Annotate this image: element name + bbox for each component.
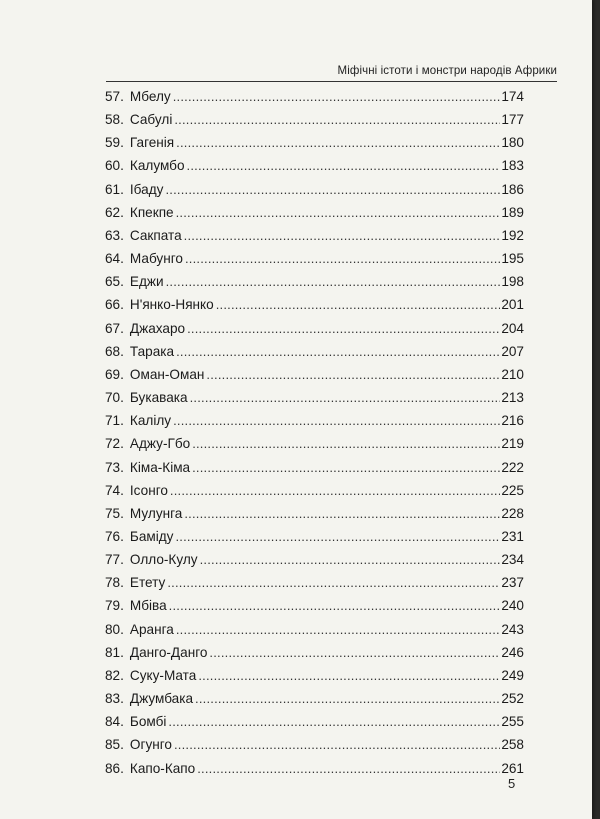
toc-dot-leader bbox=[176, 344, 500, 359]
toc-entry-title: Калілу bbox=[129, 413, 172, 429]
toc-dot-leader bbox=[176, 135, 500, 150]
toc-entry-number: 62. bbox=[105, 204, 124, 220]
toc-entry bbox=[105, 691, 524, 714]
toc-entry bbox=[105, 598, 524, 621]
toc-dot-leader bbox=[197, 761, 500, 776]
toc-dot-leader bbox=[209, 645, 500, 660]
toc-entry-number: 67. bbox=[105, 320, 124, 336]
toc-entry-number: 72. bbox=[105, 436, 124, 452]
toc-entry-title: Олло-Кулу bbox=[129, 552, 198, 568]
toc-entry bbox=[105, 436, 524, 459]
toc-entry-page: 201 bbox=[501, 297, 524, 313]
toc-entry-title: Аранга bbox=[129, 621, 174, 637]
toc-dot-leader bbox=[167, 575, 500, 590]
toc-entry-title: Н'янко-Нянко bbox=[129, 297, 214, 313]
toc-entry-title: Кіма-Кіма bbox=[129, 459, 191, 475]
toc-entry-title: Аджу-Гбо bbox=[129, 436, 191, 452]
toc-entry bbox=[105, 297, 524, 320]
toc-entry bbox=[105, 344, 524, 367]
toc-dot-leader bbox=[187, 321, 500, 336]
toc-entry bbox=[105, 413, 524, 436]
toc-entry-title: Сакпата bbox=[129, 227, 182, 243]
toc-entry-title: Мбелу bbox=[129, 89, 171, 104]
toc-entry-title: Ібаду bbox=[129, 181, 164, 197]
toc-entry-number: 75. bbox=[105, 505, 124, 521]
toc-dot-leader bbox=[200, 552, 501, 567]
toc-entry-title: Мабунго bbox=[129, 251, 183, 267]
toc-entry-number: 60. bbox=[105, 158, 124, 174]
toc-entry-number: 81. bbox=[105, 644, 124, 660]
toc-entry bbox=[105, 182, 524, 205]
toc-entry-page: 219 bbox=[501, 436, 524, 452]
toc-entry-number: 78. bbox=[105, 575, 124, 591]
toc-entry bbox=[105, 483, 524, 506]
toc-entry-title: Джахаро bbox=[129, 320, 186, 336]
toc-entry-page: 204 bbox=[501, 320, 524, 336]
toc-entry-number: 69. bbox=[105, 366, 124, 382]
toc-entry-page: 177 bbox=[501, 112, 524, 128]
toc-entry bbox=[105, 89, 524, 112]
toc-entry bbox=[105, 552, 524, 575]
toc-entry-page: 249 bbox=[501, 667, 524, 683]
toc-entry-page: 216 bbox=[501, 413, 524, 429]
toc-entry-page: 261 bbox=[501, 760, 524, 776]
toc-entry-number: 76. bbox=[105, 528, 124, 544]
toc-entry-page: 174 bbox=[501, 89, 524, 104]
toc-entry-page: 210 bbox=[501, 366, 524, 382]
toc-entry-title: Капо-Капо bbox=[129, 760, 196, 776]
toc-entry-number: 68. bbox=[105, 343, 124, 359]
toc-entry-page: 258 bbox=[501, 737, 524, 753]
toc-entry-page: 246 bbox=[501, 644, 524, 660]
toc-entry-page: 189 bbox=[501, 204, 524, 220]
toc-dot-leader bbox=[170, 483, 500, 498]
toc-entry bbox=[105, 622, 524, 645]
toc-entry-title: Суку-Мата bbox=[129, 667, 197, 683]
toc-entry bbox=[105, 321, 524, 344]
toc-entry-page: 243 bbox=[501, 621, 524, 637]
toc-entry-page: 213 bbox=[501, 390, 524, 406]
toc-entry bbox=[105, 112, 524, 135]
toc-entry-page: 240 bbox=[501, 598, 524, 614]
toc-entry-number: 70. bbox=[105, 390, 124, 406]
toc-entry-page: 195 bbox=[501, 251, 524, 267]
toc-entry-number: 59. bbox=[105, 135, 124, 151]
toc-entry-number: 82. bbox=[105, 667, 124, 683]
toc-entry-title: Мбіва bbox=[129, 598, 167, 614]
toc-dot-leader bbox=[166, 274, 501, 289]
toc-entry-page: 231 bbox=[501, 528, 524, 544]
toc-entry bbox=[105, 645, 524, 668]
toc-entry-page: 228 bbox=[501, 505, 524, 521]
toc-entry-title: Бомбі bbox=[129, 714, 167, 730]
toc-entry-title: Гагенія bbox=[129, 135, 175, 151]
toc-dot-leader bbox=[169, 598, 501, 613]
toc-dot-leader bbox=[190, 390, 501, 405]
toc-entry bbox=[105, 367, 524, 390]
toc-entry-number: 66. bbox=[105, 297, 124, 313]
toc-entry-page: 234 bbox=[501, 552, 524, 568]
toc-entry-number: 84. bbox=[105, 714, 124, 730]
toc-dot-leader bbox=[216, 297, 501, 312]
toc-entry-number: 73. bbox=[105, 459, 124, 475]
toc-entry-number: 85. bbox=[105, 737, 124, 753]
toc-entry bbox=[105, 390, 524, 413]
toc-dot-leader bbox=[173, 413, 500, 428]
toc-entry bbox=[105, 714, 524, 737]
toc-entry bbox=[105, 158, 524, 181]
toc-entry bbox=[105, 529, 524, 552]
toc-entry-number: 83. bbox=[105, 691, 124, 707]
toc-dot-leader bbox=[185, 251, 500, 266]
toc-entry-title: Данго-Данго bbox=[129, 644, 208, 660]
toc-entry-page: 180 bbox=[501, 135, 524, 151]
toc-entry-number: 65. bbox=[105, 274, 124, 290]
toc-dot-leader bbox=[184, 506, 500, 521]
toc-entry-number: 71. bbox=[105, 413, 124, 429]
toc-dot-leader bbox=[173, 89, 501, 104]
toc-entry bbox=[105, 251, 524, 274]
toc-entry-title: Оман-Оман bbox=[129, 366, 205, 382]
toc-entry-title: Букавака bbox=[129, 390, 188, 406]
toc-entry-page: 192 bbox=[501, 227, 524, 243]
toc-dot-leader bbox=[187, 158, 501, 173]
toc-entry-title: Баміду bbox=[129, 528, 174, 544]
toc-entry-number: 77. bbox=[105, 552, 124, 568]
toc-entry-number: 58. bbox=[105, 112, 124, 128]
toc-entry-page: 252 bbox=[501, 691, 524, 707]
toc-dot-leader bbox=[165, 182, 500, 197]
toc-entry bbox=[105, 575, 524, 598]
toc-dot-leader bbox=[184, 228, 501, 243]
toc-dot-leader bbox=[175, 529, 500, 544]
toc-entry-page: 225 bbox=[501, 482, 524, 498]
toc-entry-title: Огунго bbox=[129, 737, 172, 753]
toc-entry-number: 86. bbox=[105, 760, 124, 776]
toc-dot-leader bbox=[192, 460, 500, 475]
toc-entry-title: Кпекпе bbox=[129, 204, 174, 220]
toc-entry-page: 222 bbox=[501, 459, 524, 475]
toc-entry bbox=[105, 737, 524, 760]
toc-dot-leader bbox=[195, 691, 500, 706]
toc-entry-title: Сабулі bbox=[129, 112, 173, 128]
toc-entry-page: 207 bbox=[501, 343, 524, 359]
toc-entry-number: 64. bbox=[105, 251, 124, 267]
toc-entry bbox=[105, 460, 524, 483]
toc-entry-page: 183 bbox=[501, 158, 524, 174]
table-of-contents bbox=[105, 89, 524, 784]
toc-dot-leader bbox=[176, 622, 500, 637]
toc-entry bbox=[105, 205, 524, 228]
toc-entry-number: 61. bbox=[105, 181, 124, 197]
toc-entry bbox=[105, 228, 524, 251]
toc-dot-leader bbox=[168, 714, 500, 729]
toc-entry-title: Еджи bbox=[129, 274, 164, 290]
toc-entry-page: 198 bbox=[501, 274, 524, 290]
toc-entry-page: 186 bbox=[501, 181, 524, 197]
toc-dot-leader bbox=[176, 205, 501, 220]
running-title: Міфічні істоти і монстри народів Африки bbox=[337, 65, 557, 77]
toc-entry bbox=[105, 135, 524, 158]
toc-entry-title: Ісонго bbox=[129, 482, 168, 498]
running-header bbox=[106, 62, 557, 82]
toc-entry-page: 237 bbox=[501, 575, 524, 591]
toc-entry-page: 255 bbox=[501, 714, 524, 730]
toc-entry bbox=[105, 761, 524, 784]
toc-entry-title: Калумбо bbox=[129, 158, 185, 174]
toc-entry-title: Етету bbox=[129, 575, 166, 591]
toc-dot-leader bbox=[206, 367, 500, 382]
page-number: 5 bbox=[508, 776, 516, 791]
toc-entry-number: 74. bbox=[105, 482, 124, 498]
toc-entry-number: 63. bbox=[105, 227, 124, 243]
toc-entry-title: Мулунга bbox=[129, 505, 183, 521]
toc-dot-leader bbox=[174, 737, 500, 752]
toc-dot-leader bbox=[198, 668, 500, 683]
toc-entry-title: Тарака bbox=[129, 343, 175, 359]
toc-entry-number: 79. bbox=[105, 598, 124, 614]
toc-entry bbox=[105, 668, 524, 691]
toc-entry bbox=[105, 274, 524, 297]
toc-dot-leader bbox=[192, 436, 500, 451]
toc-entry-title: Джумбака bbox=[129, 691, 194, 707]
toc-entry bbox=[105, 506, 524, 529]
toc-entry-number: 80. bbox=[105, 621, 124, 637]
toc-entry-number: 57. bbox=[105, 89, 124, 104]
toc-dot-leader bbox=[174, 112, 500, 127]
